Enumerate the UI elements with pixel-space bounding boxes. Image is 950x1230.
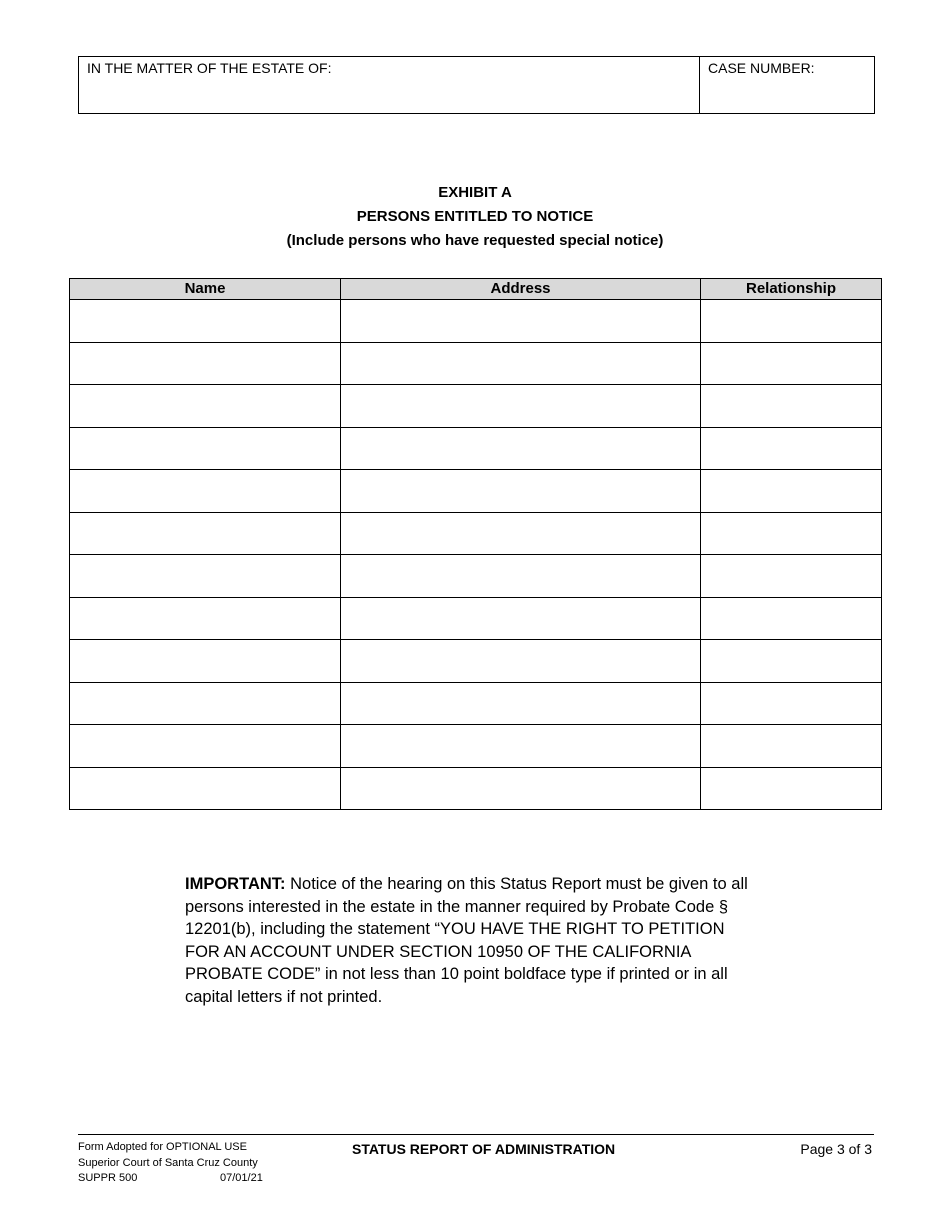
- persons-table: [69, 278, 882, 810]
- footer-court: Superior Court of Santa Cruz County: [78, 1156, 258, 1169]
- address-cell[interactable]: [341, 300, 701, 343]
- footer-title: STATUS REPORT OF ADMINISTRATION: [352, 1141, 616, 1157]
- table-row: [70, 427, 882, 470]
- table-row: [70, 342, 882, 385]
- estate-name-field[interactable]: [79, 57, 700, 113]
- address-cell[interactable]: [341, 555, 701, 598]
- important-notice: [185, 873, 760, 1009]
- table-row: [70, 470, 882, 513]
- relationship-cell[interactable]: [701, 342, 882, 385]
- relationship-cell[interactable]: [701, 427, 882, 470]
- name-cell[interactable]: [70, 385, 341, 428]
- address-cell[interactable]: [341, 385, 701, 428]
- table-row: [70, 512, 882, 555]
- relationship-cell[interactable]: [701, 597, 882, 640]
- name-cell[interactable]: [70, 597, 341, 640]
- table-row: [70, 385, 882, 428]
- relationship-cell[interactable]: [701, 725, 882, 768]
- footer-page-number: Page 3 of 3: [800, 1141, 872, 1157]
- address-cell[interactable]: [341, 512, 701, 555]
- relationship-cell[interactable]: [701, 300, 882, 343]
- name-cell[interactable]: [70, 682, 341, 725]
- important-text: Notice of the hearing on this Status Report must be given to all persons interested in the estate in the manner required by Probate Code § 12201(b), including the statement “YOU HAVE THE RIGHT TO PETITION FOR AN ACCOUNT UNDER SECTION 10950 OF THE CALIFORNIA PROBATE CODE” in not less than 10 point boldface type if printed or in all capital letters if not printed.: [185, 875, 748, 1006]
- table-row: [70, 640, 882, 683]
- footer-form-info: [78, 1140, 263, 1187]
- estate-label: IN THE MATTER OF THE ESTATE OF:: [87, 60, 332, 76]
- table-row: [70, 300, 882, 343]
- relationship-cell[interactable]: [701, 385, 882, 428]
- address-cell[interactable]: [341, 342, 701, 385]
- relationship-cell[interactable]: [701, 767, 882, 810]
- table-row: [70, 725, 882, 768]
- address-cell[interactable]: [341, 682, 701, 725]
- footer-form-number: SUPPR 500: [78, 1172, 138, 1184]
- important-label: IMPORTANT:: [185, 875, 286, 893]
- table-row: [70, 597, 882, 640]
- relationship-cell[interactable]: [701, 470, 882, 513]
- name-cell[interactable]: [70, 427, 341, 470]
- name-cell[interactable]: [70, 640, 341, 683]
- name-cell[interactable]: [70, 767, 341, 810]
- case-number-field[interactable]: [700, 57, 874, 113]
- name-cell[interactable]: [70, 555, 341, 598]
- footer-divider: [78, 1134, 874, 1135]
- name-cell[interactable]: [70, 725, 341, 768]
- name-cell[interactable]: [70, 342, 341, 385]
- relationship-cell[interactable]: [701, 555, 882, 598]
- relationship-cell[interactable]: [701, 512, 882, 555]
- address-cell[interactable]: [341, 597, 701, 640]
- table-row: [70, 682, 882, 725]
- table-header-row: [70, 279, 882, 300]
- exhibit-heading: [0, 181, 950, 253]
- address-cell[interactable]: [341, 427, 701, 470]
- address-cell[interactable]: [341, 470, 701, 513]
- address-cell[interactable]: [341, 767, 701, 810]
- address-cell[interactable]: [341, 640, 701, 683]
- case-number-label: CASE NUMBER:: [708, 60, 815, 76]
- exhibit-subtitle: PERSONS ENTITLED TO NOTICE: [356, 208, 594, 225]
- caption-box: [78, 56, 875, 114]
- column-header-relationship: Relationship: [701, 279, 882, 300]
- relationship-cell[interactable]: [701, 682, 882, 725]
- table-row: [70, 555, 882, 598]
- relationship-cell[interactable]: [701, 640, 882, 683]
- name-cell[interactable]: [70, 300, 341, 343]
- name-cell[interactable]: [70, 512, 341, 555]
- column-header-address: Address: [341, 279, 701, 300]
- footer-adopted: Form Adopted for OPTIONAL USE: [78, 1141, 247, 1153]
- table-row: [70, 767, 882, 810]
- column-header-name: Name: [70, 279, 341, 300]
- exhibit-title: EXHIBIT A: [438, 184, 512, 201]
- address-cell[interactable]: [341, 725, 701, 768]
- footer-form-date: 07/01/21: [220, 1172, 263, 1184]
- exhibit-instruction: (Include persons who have requested special notice): [286, 232, 664, 249]
- name-cell[interactable]: [70, 470, 341, 513]
